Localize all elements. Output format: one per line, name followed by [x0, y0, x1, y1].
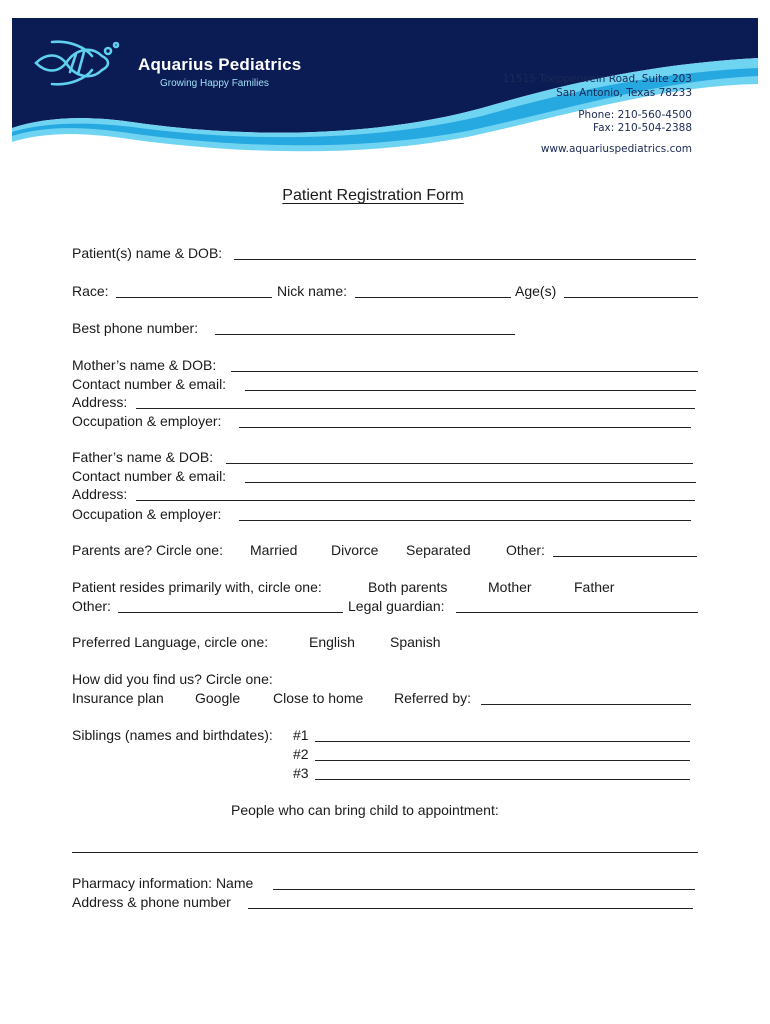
sibling-number-2: #2 [293, 746, 309, 762]
fax-number: Fax: 210-504-2388 [593, 122, 692, 134]
father-contact-label: Contact number & email: [72, 468, 227, 484]
patient-name-dob-label: Patient(s) name & DOB: [72, 245, 223, 261]
option-insurance-plan[interactable]: Insurance plan [72, 690, 164, 706]
address-line-1: 11515 Toepperwein Road, Suite 203 [502, 73, 692, 85]
mother-address-label: Address: [72, 394, 128, 410]
nick-name-label: Nick name: [277, 283, 348, 299]
option-close-to-home[interactable]: Close to home [273, 690, 364, 706]
mother-occupation-label: Occupation & employer: [72, 413, 222, 429]
mother-name-dob-field[interactable] [231, 371, 698, 372]
ages-label: Age(s) [515, 283, 557, 299]
option-married[interactable]: Married [250, 542, 298, 558]
resides-other-label: Other: [72, 598, 111, 614]
legal-guardian-field[interactable] [456, 612, 698, 613]
father-contact-field[interactable] [245, 482, 696, 483]
option-father[interactable]: Father [574, 579, 615, 595]
father-occupation-field[interactable] [239, 520, 691, 521]
address-line-2: San Antonio, Texas 78233 [556, 87, 692, 99]
option-both-parents[interactable]: Both parents [368, 579, 448, 595]
father-address-field[interactable] [136, 500, 695, 501]
father-occupation-label: Occupation & employer: [72, 506, 222, 522]
sibling-3-field[interactable] [315, 779, 690, 780]
people-bring-label: People who can bring child to appointment: [231, 802, 499, 818]
pharmacy-name-field[interactable] [273, 889, 695, 890]
race-field[interactable] [116, 297, 272, 298]
find-us-label: How did you find us? Circle one: [72, 671, 273, 687]
siblings-label: Siblings (names and birthdates): [72, 727, 273, 743]
legal-guardian-label: Legal guardian: [348, 598, 445, 614]
people-bring-field[interactable] [72, 852, 698, 853]
parents-are-label: Parents are? Circle one: [72, 542, 223, 558]
parents-other-field[interactable] [553, 556, 697, 557]
best-phone-label: Best phone number: [72, 320, 199, 336]
resides-other-field[interactable] [118, 612, 343, 613]
option-separated[interactable]: Separated [406, 542, 471, 558]
nick-name-field[interactable] [355, 297, 511, 298]
mother-contact-label: Contact number & email: [72, 376, 227, 392]
best-phone-field[interactable] [215, 334, 515, 335]
option-mother[interactable]: Mother [488, 579, 532, 595]
brand-tagline: Growing Happy Families [160, 78, 269, 89]
pharmacy-name-label: Pharmacy information: Name [72, 875, 254, 891]
resides-with-label: Patient resides primarily with, circle one: [72, 579, 322, 595]
mother-name-dob-label: Mother’s name & DOB: [72, 357, 217, 373]
mother-contact-field[interactable] [245, 390, 696, 391]
parents-other-label: Other: [506, 542, 545, 558]
website-url: www.aquariuspediatrics.com [540, 143, 692, 155]
race-label: Race: [72, 283, 109, 299]
option-divorce[interactable]: Divorce [331, 542, 379, 558]
option-google[interactable]: Google [195, 690, 241, 706]
form-title: Patient Registration Form [282, 187, 464, 204]
mother-occupation-field[interactable] [239, 427, 691, 428]
brand-name: Aquarius Pediatrics [138, 55, 302, 74]
language-label: Preferred Language, circle one: [72, 634, 269, 650]
ages-field[interactable] [564, 297, 698, 298]
sibling-2-field[interactable] [315, 760, 690, 761]
mother-address-field[interactable] [136, 408, 695, 409]
option-spanish[interactable]: Spanish [390, 634, 441, 650]
sibling-number-3: #3 [293, 765, 309, 781]
option-english[interactable]: English [309, 634, 355, 650]
patient-name-dob-field[interactable] [234, 259, 696, 260]
referred-by-label: Referred by: [394, 690, 472, 706]
pharmacy-address-field[interactable] [248, 908, 693, 909]
pharmacy-address-label: Address & phone number [72, 894, 231, 910]
phone-number: Phone: 210-560-4500 [578, 109, 692, 121]
sibling-1-field[interactable] [315, 741, 690, 742]
father-address-label: Address: [72, 486, 128, 502]
sibling-number-1: #1 [293, 727, 309, 743]
father-name-dob-label: Father’s name & DOB: [72, 449, 214, 465]
father-name-dob-field[interactable] [226, 463, 693, 464]
referred-by-field[interactable] [481, 704, 691, 705]
